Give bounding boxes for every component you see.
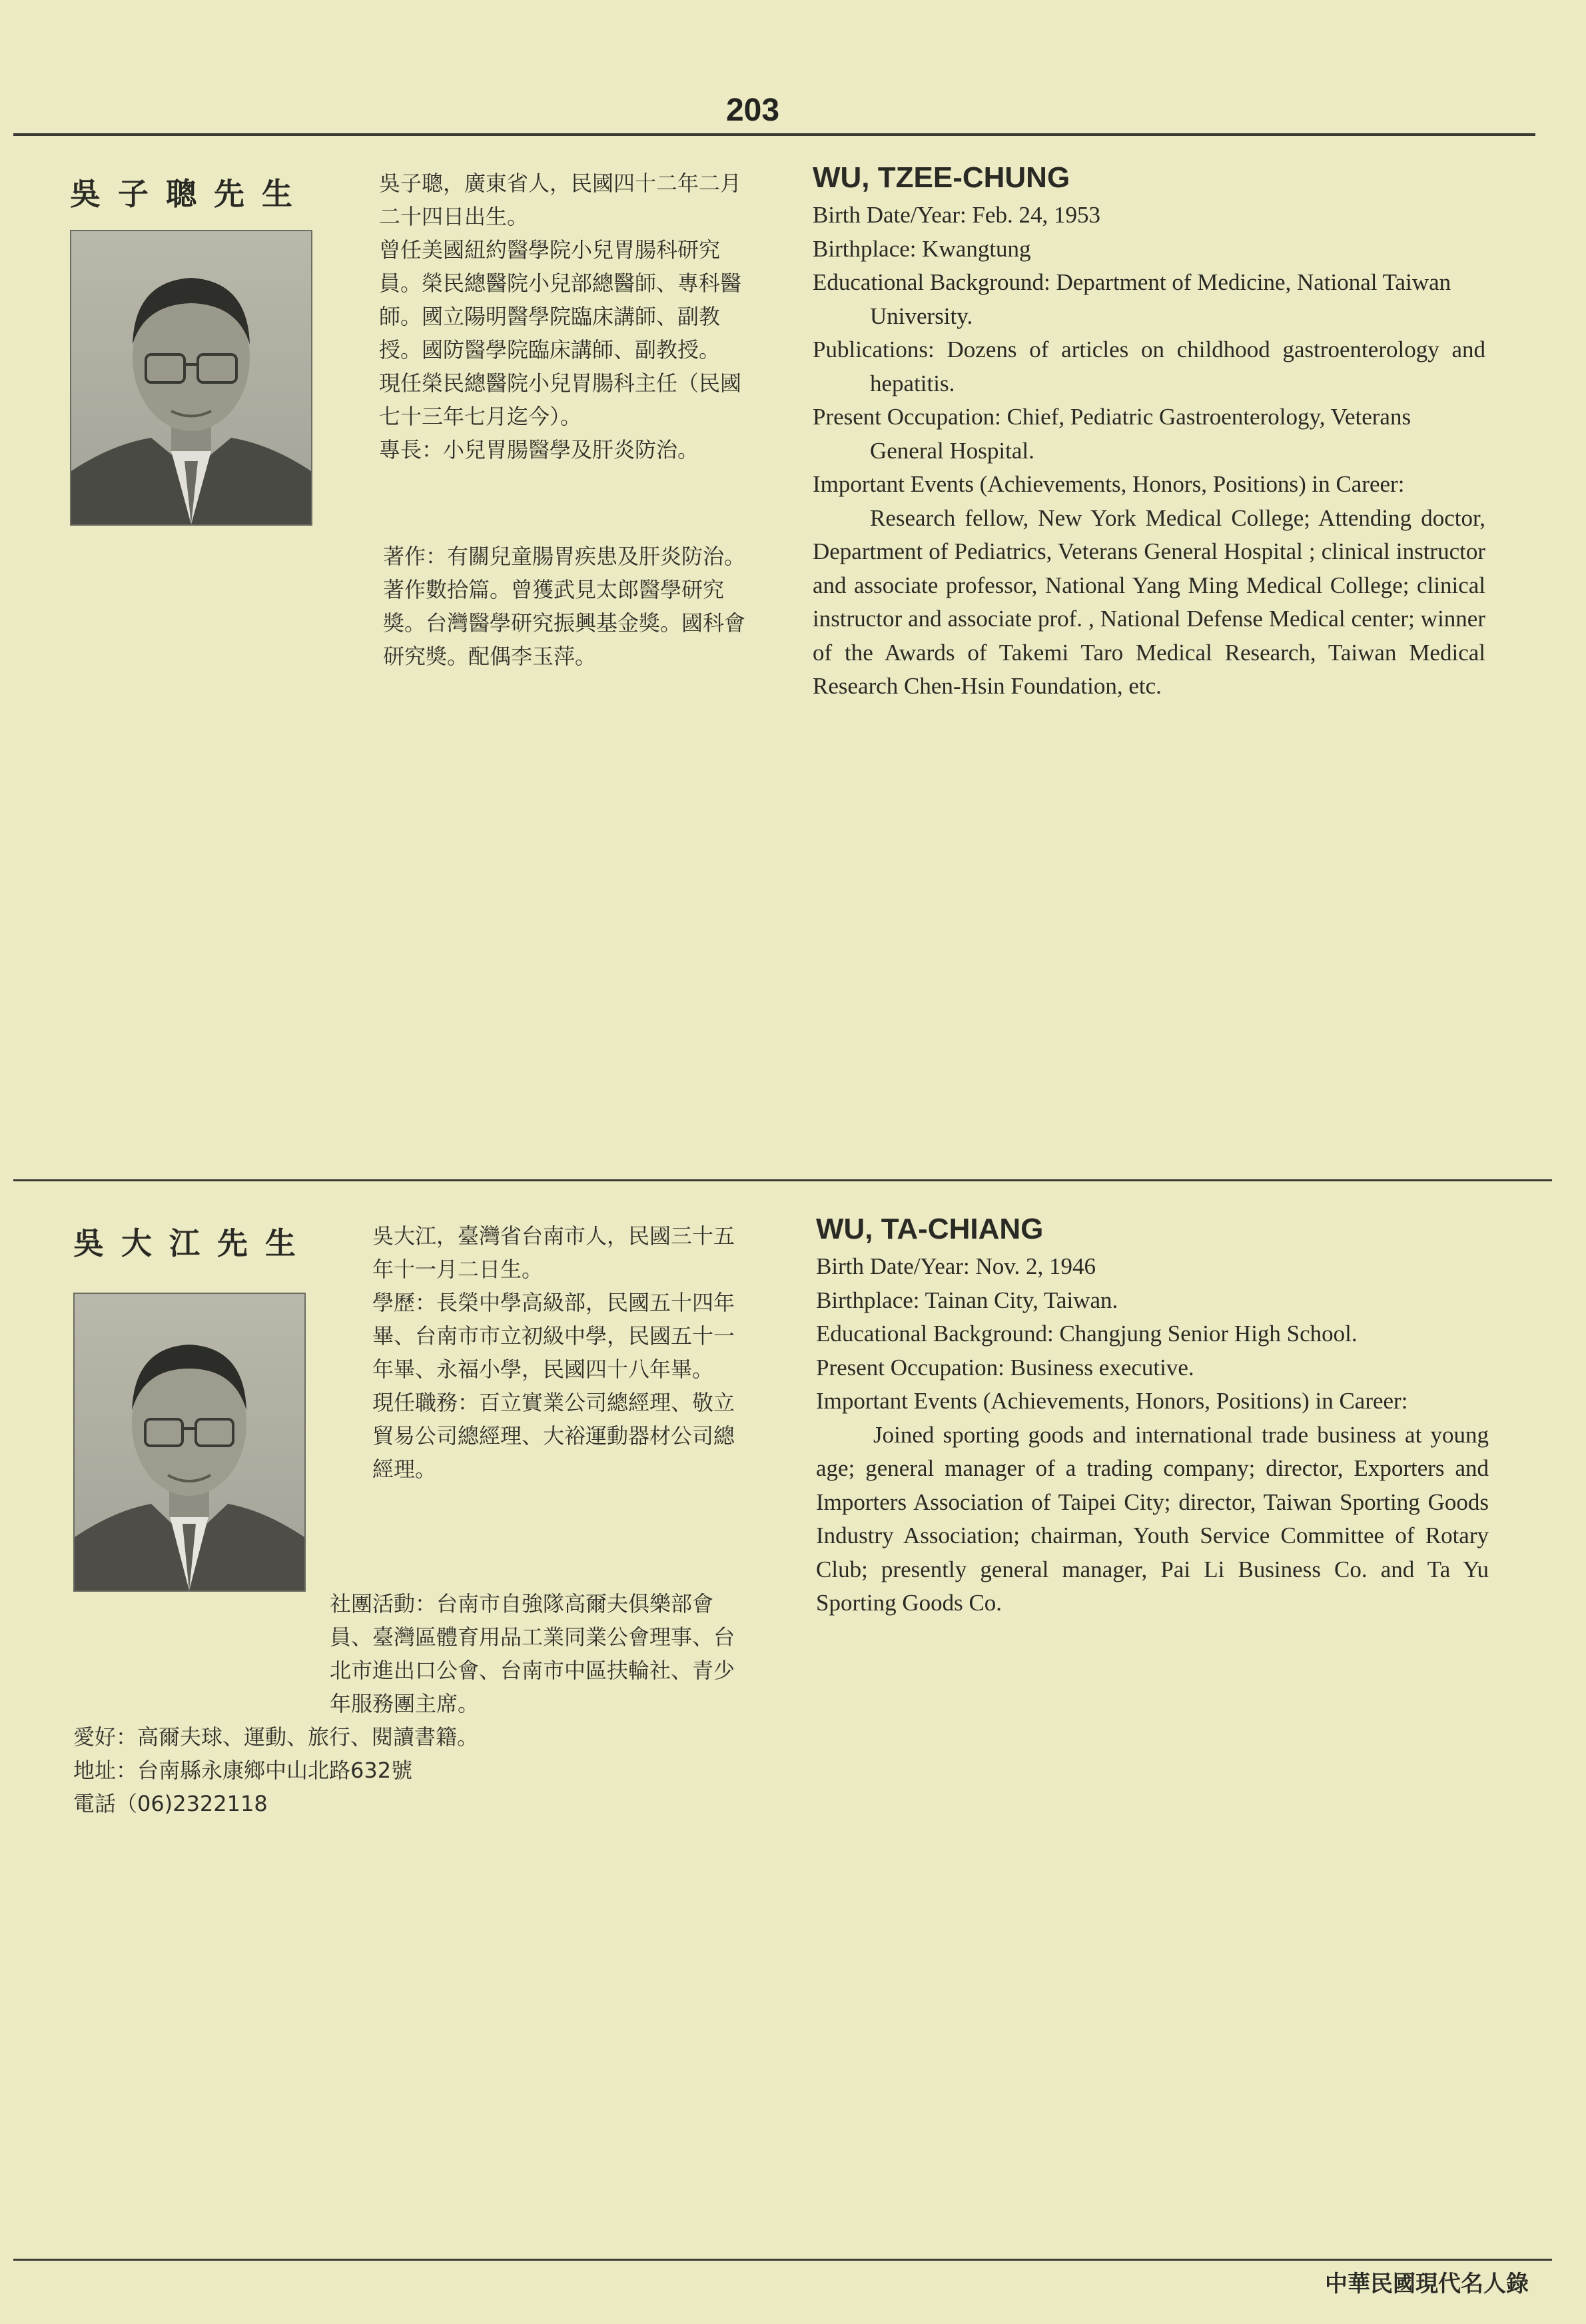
entry-1-cn-paragraph: 曾任美國紐約醫學院小兒胃腸科研究員。榮民總醫院小兒部總醫師、專科醫師。國立陽明醫學院臨床講師、副教授。國防醫學院臨床講師、副教授。: [379, 237, 742, 362]
entry-1-cn-paragraph: 現任榮民總醫院小兒胃腸科主任（民國七十三年七月迄今）。: [379, 370, 742, 429]
entry-2-en-line: Joined sporting goods and international trade business at young age; general manager of a trading company; director, Exporters and Importers Association of Taipei City; director, Taiwan Sporting Goods Industry Association; chairman, Youth Service Committee of Rotary Club; presently general manager, Pai Li Business Co. and Ta Yu Sporting Goods Co.: [816, 1421, 1489, 1616]
entry-2-chinese-name: 吳大江先生: [73, 1225, 313, 1261]
portrait-image: [75, 1294, 304, 1590]
entry-2-cn-paragraph: 地址：台南縣永康鄉中山北路632號: [73, 1758, 413, 1783]
entry-2-en-line: Present Occupation: Business executive.: [816, 1354, 1194, 1381]
entry-1-chinese-name: 吳子聰先生: [70, 176, 310, 212]
entry-2-chinese-bio-bottom: [73, 1587, 749, 1820]
entry-2-en-line: Important Events (Achievements, Honors, Positions) in Career:: [816, 1388, 1408, 1414]
entry-2-english-bio: [816, 1211, 1489, 1620]
entry-1-en-line: Birthplace: Kwangtung: [813, 235, 1031, 262]
bottom-rule: [13, 2259, 1552, 2261]
entry-1-cn-paragraph: 專長：小兒胃腸醫學及肝炎防治。: [379, 437, 699, 462]
top-rule: [13, 133, 1535, 136]
entry-2-cn-paragraph: 社團活動：台南市自強隊高爾夫俱樂部會員、臺灣區體育用品工業同業公會理事、台北市進出口公會、台南市中區扶輪社、青少年服務團主席。: [330, 1591, 735, 1716]
portrait-image: [71, 231, 311, 524]
entry-1-chinese-bio-bottom: [70, 540, 749, 673]
entry-2-cn-paragraph: 愛好：高爾夫球、運動、旅行、閱讀書籍。: [73, 1724, 479, 1750]
entry-1-cn-paragraph: 吳子聰，廣東省人，民國四十二年二月二十四日出生。: [379, 171, 742, 229]
entry-2-en-line: Birthplace: Tainan City, Taiwan.: [816, 1287, 1118, 1313]
entry-1-en-line: Present Occupation: Chief, Pediatric Gastroenterology, Veterans General Hospital.: [813, 404, 1411, 464]
entry-1-en-line: Important Events (Achievements, Honors, Positions) in Career:: [813, 471, 1405, 497]
entry-1-en-line: Research fellow, New York Medical College; Attending doctor, Department of Pediatrics, Veterans General Hospital ; clinical instructor and associate professor, National Yang Ming Medical College; clinical instructor and associate prof. , National Defense Medical center; winner of the Awards of Takemi Taro Medical Research, Taiwan Medical Research Chen-Hsin Foundation, etc.: [813, 504, 1485, 699]
entry-1-portrait-photo: [70, 230, 312, 526]
middle-rule: [13, 1179, 1552, 1181]
entry-1-en-line: Birth Date/Year: Feb. 24, 1953: [813, 202, 1100, 228]
entry-2-english-name: WU, TA-CHIANG: [816, 1213, 1044, 1245]
entry-2-portrait-photo: [73, 1293, 306, 1592]
entry-2-cn-paragraph: 吳大江，臺灣省台南市人，民國三十五年十一月二日生。: [372, 1223, 735, 1282]
footer-book-title: 中華民國現代名人錄: [1325, 2271, 1529, 2297]
entry-2-cn-paragraph: 現任職務：百立實業公司總經理、敬立貿易公司總經理、大裕運動器材公司總經理。: [372, 1390, 735, 1482]
entry-2-en-line: Educational Background: Changjung Senior High School.: [816, 1321, 1358, 1347]
entry-1-en-line: Educational Background: Department of Medicine, National Taiwan University.: [813, 269, 1451, 329]
entry-1-cn-paragraph: 著作：有關兒童腸胃疾患及肝炎防治。著作數拾篇。曾獲武見太郎醫學研究獎。台灣醫學研究振興基金獎。國科會研究獎。配偶李玉萍。: [383, 544, 746, 669]
entry-1-chinese-bio-top: [336, 167, 749, 466]
page-number: 203: [725, 93, 780, 128]
entry-2-cn-paragraph: 學歷：長榮中學高級部，民國五十四年畢、台南市市立初級中學，民國五十一年畢、永福小學，民國四十八年畢。: [372, 1290, 735, 1382]
entry-2-cn-paragraph: 電話（06)2322118: [73, 1791, 268, 1816]
entry-1-en-line: Publications: Dozens of articles on childhood gastroenterology and hepatitis.: [813, 336, 1485, 396]
entry-2-en-line: Birth Date/Year: Nov. 2, 1946: [816, 1253, 1096, 1279]
entry-1-english-name: WU, TZEE-CHUNG: [813, 161, 1070, 194]
entry-1-english-bio: [813, 160, 1485, 704]
entry-2-chinese-bio-top: [330, 1219, 749, 1486]
